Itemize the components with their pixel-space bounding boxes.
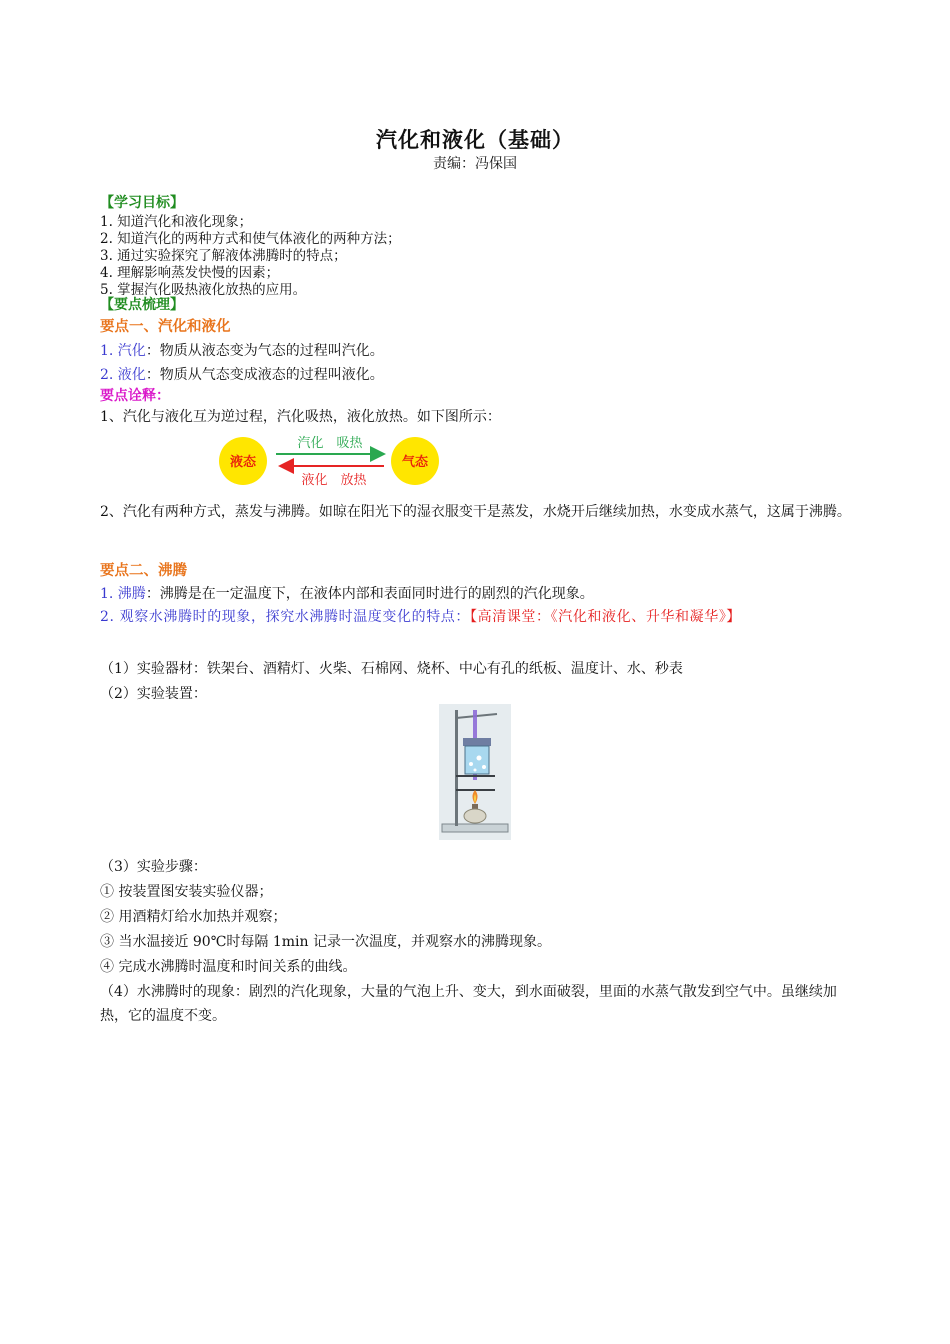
definition-liquefaction bbox=[100, 364, 384, 384]
step-item: ① 按装置图安装实验仪器； bbox=[100, 884, 273, 900]
point2-heading: 要点二、沸腾 bbox=[100, 563, 187, 579]
goal-item: 2. 知道汽化的两种方式和使气体液化的两种方法； bbox=[100, 231, 401, 247]
note-1: 1、汽化与液化互为逆过程，汽化吸热，液化放热。如下图所示： bbox=[100, 409, 501, 425]
goal-item: 4. 理解影响蒸发快慢的因素； bbox=[100, 265, 280, 281]
liquid-state-label: 液态 bbox=[229, 455, 257, 470]
phase-change-diagram bbox=[218, 432, 440, 488]
liquefaction-arrow-label: 液化 放热 bbox=[301, 473, 367, 488]
definition-text: ：沸腾是在一定温度下，在液体内部和表面同时进行的剧烈的汽化现象。 bbox=[145, 586, 594, 602]
outline-heading: 【要点梳理】 bbox=[100, 297, 184, 313]
note-2: 2、汽化有两种方式，蒸发与沸腾。如晾在阳光下的湿衣服变干是蒸发，水烧开后继续加热，水变成水蒸气，这属于沸腾。 bbox=[100, 504, 851, 520]
definition-text: ：物质从液态变为气态的过程叫汽化。 bbox=[145, 343, 384, 359]
goals-heading: 【学习目标】 bbox=[100, 195, 184, 211]
definition-term: 1. 汽化 bbox=[100, 343, 146, 359]
experiment-item bbox=[100, 605, 852, 629]
vaporization-arrow-label: 汽化 吸热 bbox=[297, 436, 363, 451]
definition-term: 1. 沸腾 bbox=[100, 586, 146, 602]
definition-vaporization bbox=[100, 340, 384, 360]
goal-item: 3. 通过实验探究了解液体沸腾时的特点； bbox=[100, 248, 347, 264]
step-item: ② 用酒精灯给水加热并观察； bbox=[100, 909, 287, 925]
editor-line: 责编：冯保国 bbox=[433, 156, 517, 172]
boiling-apparatus-image bbox=[439, 704, 511, 840]
point1-heading: 要点一、汽化和液化 bbox=[100, 319, 231, 335]
equipment-line: （1）实验器材：铁架台、酒精灯、火柴、石棉网、烧杯、中心有孔的纸板、温度计、水、秒表 bbox=[100, 661, 683, 677]
gas-state-label: 气态 bbox=[401, 455, 429, 470]
hd-class-link[interactable]: 【高清课堂：《汽化和液化、升华和凝华》】 bbox=[470, 609, 742, 625]
page-title: 汽化和液化（基础） bbox=[376, 128, 574, 152]
step-item: ③ 当水温接近 90℃时每隔 1min 记录一次温度，并观察水的沸腾现象。 bbox=[100, 934, 551, 950]
definition-boiling bbox=[100, 583, 594, 603]
note-heading: 要点诠释： bbox=[100, 388, 170, 404]
phenomenon-paragraph: （4）水沸腾时的现象：剧烈的汽化现象，大量的气泡上升、变大，到水面破裂，里面的水蒸气散发到空气中。虽继续加热，它的温度不变。 bbox=[100, 984, 837, 1024]
definition-term: 2. 液化 bbox=[100, 367, 146, 383]
goal-item: 5. 掌握汽化吸热液化放热的应用。 bbox=[100, 282, 307, 298]
apparatus-line: （2）实验装置： bbox=[100, 686, 207, 702]
definition-text: ：物质从气态变成液态的过程叫液化。 bbox=[145, 367, 384, 383]
experiment-title: 2. 观察水沸腾时的现象，探究水沸腾时温度变化的特点： bbox=[100, 609, 471, 625]
goal-item: 1. 知道汽化和液化现象； bbox=[100, 214, 253, 230]
step-item: ④ 完成水沸腾时温度和时间关系的曲线。 bbox=[100, 959, 357, 975]
steps-heading: （3）实验步骤： bbox=[100, 859, 207, 875]
